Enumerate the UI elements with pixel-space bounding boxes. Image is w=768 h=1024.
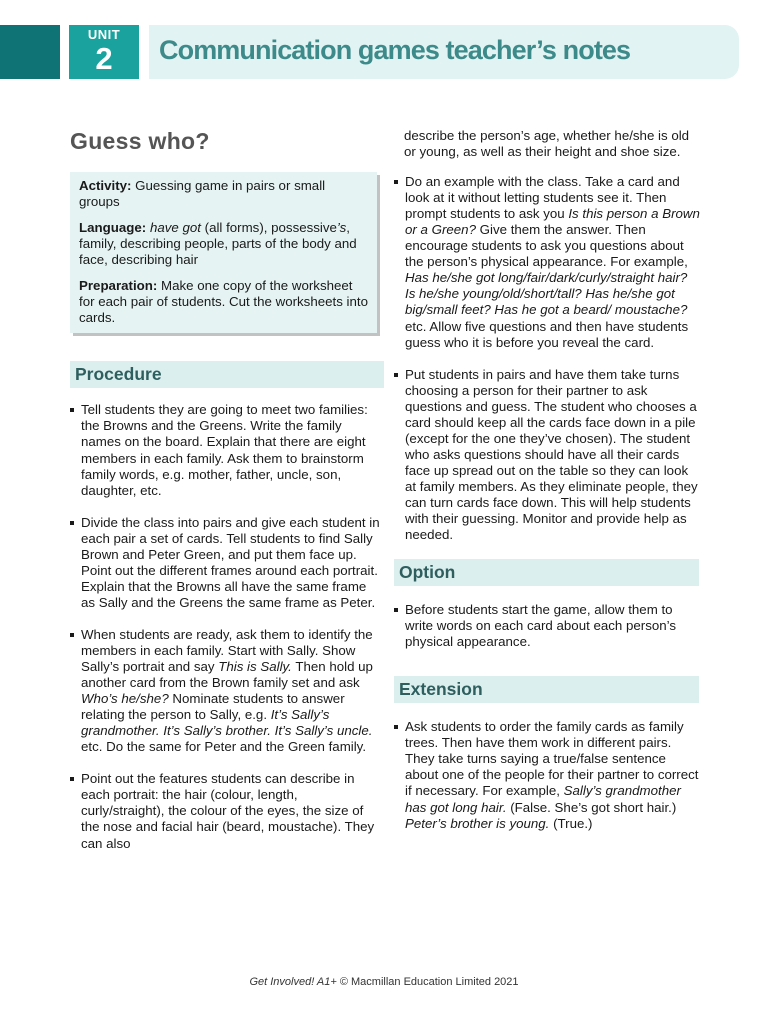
- list-item: [394, 602, 700, 650]
- text: Tell students they are going to meet two families: the Browns and the Greens. Write the family names on the board. Explain that there are eight members in each family. Ask them to brainstorm family words, e.g. mother, father, uncle, son, daughter, etc.: [81, 402, 368, 498]
- unit-label: UNIT: [87, 27, 121, 42]
- footer-book-title: Get Involved! A1+: [249, 976, 337, 988]
- list-item: [70, 627, 380, 755]
- italic-text: Sally’s grandmother has got long hair.: [405, 783, 681, 815]
- language-line: [79, 220, 368, 268]
- extension-list: [394, 719, 700, 831]
- italic-text: It’s Sally’s grandmother. It’s Sally’s brother. It’s Sally’s uncle.: [81, 707, 373, 739]
- option-list: [394, 602, 700, 650]
- right-column: [394, 128, 700, 848]
- extension-heading: Extension: [394, 676, 699, 703]
- activity-info-box: [70, 172, 377, 333]
- language-text-1: (all forms), possessive: [204, 220, 337, 236]
- text: (False. She’s got short hair.): [506, 799, 677, 815]
- activity-title: Guess who?: [70, 128, 210, 154]
- footer-copyright: © Macmillan Education Limited 2021: [336, 976, 519, 988]
- language-italic-1: have got: [149, 220, 201, 236]
- language-italic-2: ’s: [336, 220, 347, 236]
- page-title: Communication games teacher’s notes: [159, 35, 631, 65]
- text: (True.): [549, 815, 593, 831]
- header-accent-bar: [0, 25, 60, 79]
- procedure-continued: describe the person’s age, whether he/she is old or young, as well as their height and shoe size.: [404, 128, 690, 160]
- left-column: [70, 120, 380, 868]
- text: etc. Allow five questions and then have students guess who it is before you reveal the card.: [405, 318, 689, 350]
- procedure-heading: Procedure: [70, 361, 384, 388]
- text: Point out the features students can describe in each portrait: the hair (colour, length, curly/straight), the colour of the eyes, the size of the nose and facial hair (beard, moustache). They can also: [81, 771, 375, 851]
- italic-text: Peter’s brother is young.: [405, 815, 550, 831]
- text: Do an example with the class. Take a card and look at it without letting students see it. Then prompt students to ask you: [405, 174, 680, 222]
- list-item: [394, 174, 700, 351]
- preparation-text: Make one copy of the worksheet for each pair of students. Cut the worksheets into cards.: [79, 278, 368, 326]
- procedure-list: [70, 402, 380, 851]
- activity-text: Guessing game in pairs or small groups: [79, 178, 326, 210]
- text: Ask students to order the family cards as family trees. Then have them work in different pairs. They take turns saying a true/false sentence about one of the people for their partner to correct if necessary. For example,: [405, 719, 699, 799]
- preparation-label: Preparation:: [79, 278, 158, 294]
- italic-text: Has he/she got long/fair/dark/curly/straight hair? Is he/she young/old/short/tall? Has he/she got big/small feet? Has he got a beard/ moustache?: [405, 270, 688, 318]
- language-label: Language:: [79, 220, 147, 236]
- preparation-line: [79, 278, 368, 326]
- activity-line: [79, 178, 368, 210]
- list-item: [70, 771, 380, 851]
- unit-badge: [69, 25, 139, 79]
- text: Give them the answer. Then encourage students to ask you questions about the person’s physical appearance. For example,: [405, 222, 688, 270]
- title-banner: [149, 25, 739, 79]
- text: etc. Do the same for Peter and the Green family.: [81, 739, 367, 755]
- list-item: [394, 367, 700, 544]
- italic-text: Who’s he/she?: [81, 691, 169, 707]
- list-item: [70, 515, 380, 611]
- procedure-list-continued: [394, 174, 700, 543]
- text: Divide the class into pairs and give each student in each pair a set of cards. Tell students to find Sally Brown and Peter Green, and put them face up. Point out the different frames around each portrait. Explain that the Browns all have the same frame as Sally and the Greens the same frame as Peter.: [81, 514, 380, 610]
- unit-number: 2: [95, 41, 113, 76]
- activity-label: Activity:: [79, 178, 132, 193]
- italic-text: This is Sally.: [218, 659, 292, 675]
- option-heading: Option: [394, 559, 699, 586]
- language-text-2: , family, describing people, parts of the body and face, describing hair: [79, 220, 357, 268]
- text: Then hold up another card from the Brown family set and ask: [81, 659, 373, 691]
- text: When students are ready, ask them to identify the members in each family. Start with Sally. Show Sally’s portrait and say: [81, 626, 373, 675]
- list-item: [70, 402, 380, 498]
- text: Put students in pairs and have them take turns choosing a person for their partner to ask questions and guess. The student who chooses a card should keep all the cards face down in a pile (except for the one they’ve chosen). The student who asks questions should have all their cards face up spread out on the table so they can look at family members. As they eliminate people, they can turn cards face down. This will help students with their guessing. Monitor and provide help as needed.: [405, 366, 698, 543]
- italic-text: Is this person a Brown or a Green?: [405, 206, 700, 238]
- text: Nominate students to answer relating the person to Sally, e.g.: [81, 691, 345, 723]
- text: Before students start the game, allow them to write words on each card about each person’s physical appearance.: [405, 602, 677, 650]
- list-item: [394, 719, 700, 831]
- page-footer: [0, 976, 768, 988]
